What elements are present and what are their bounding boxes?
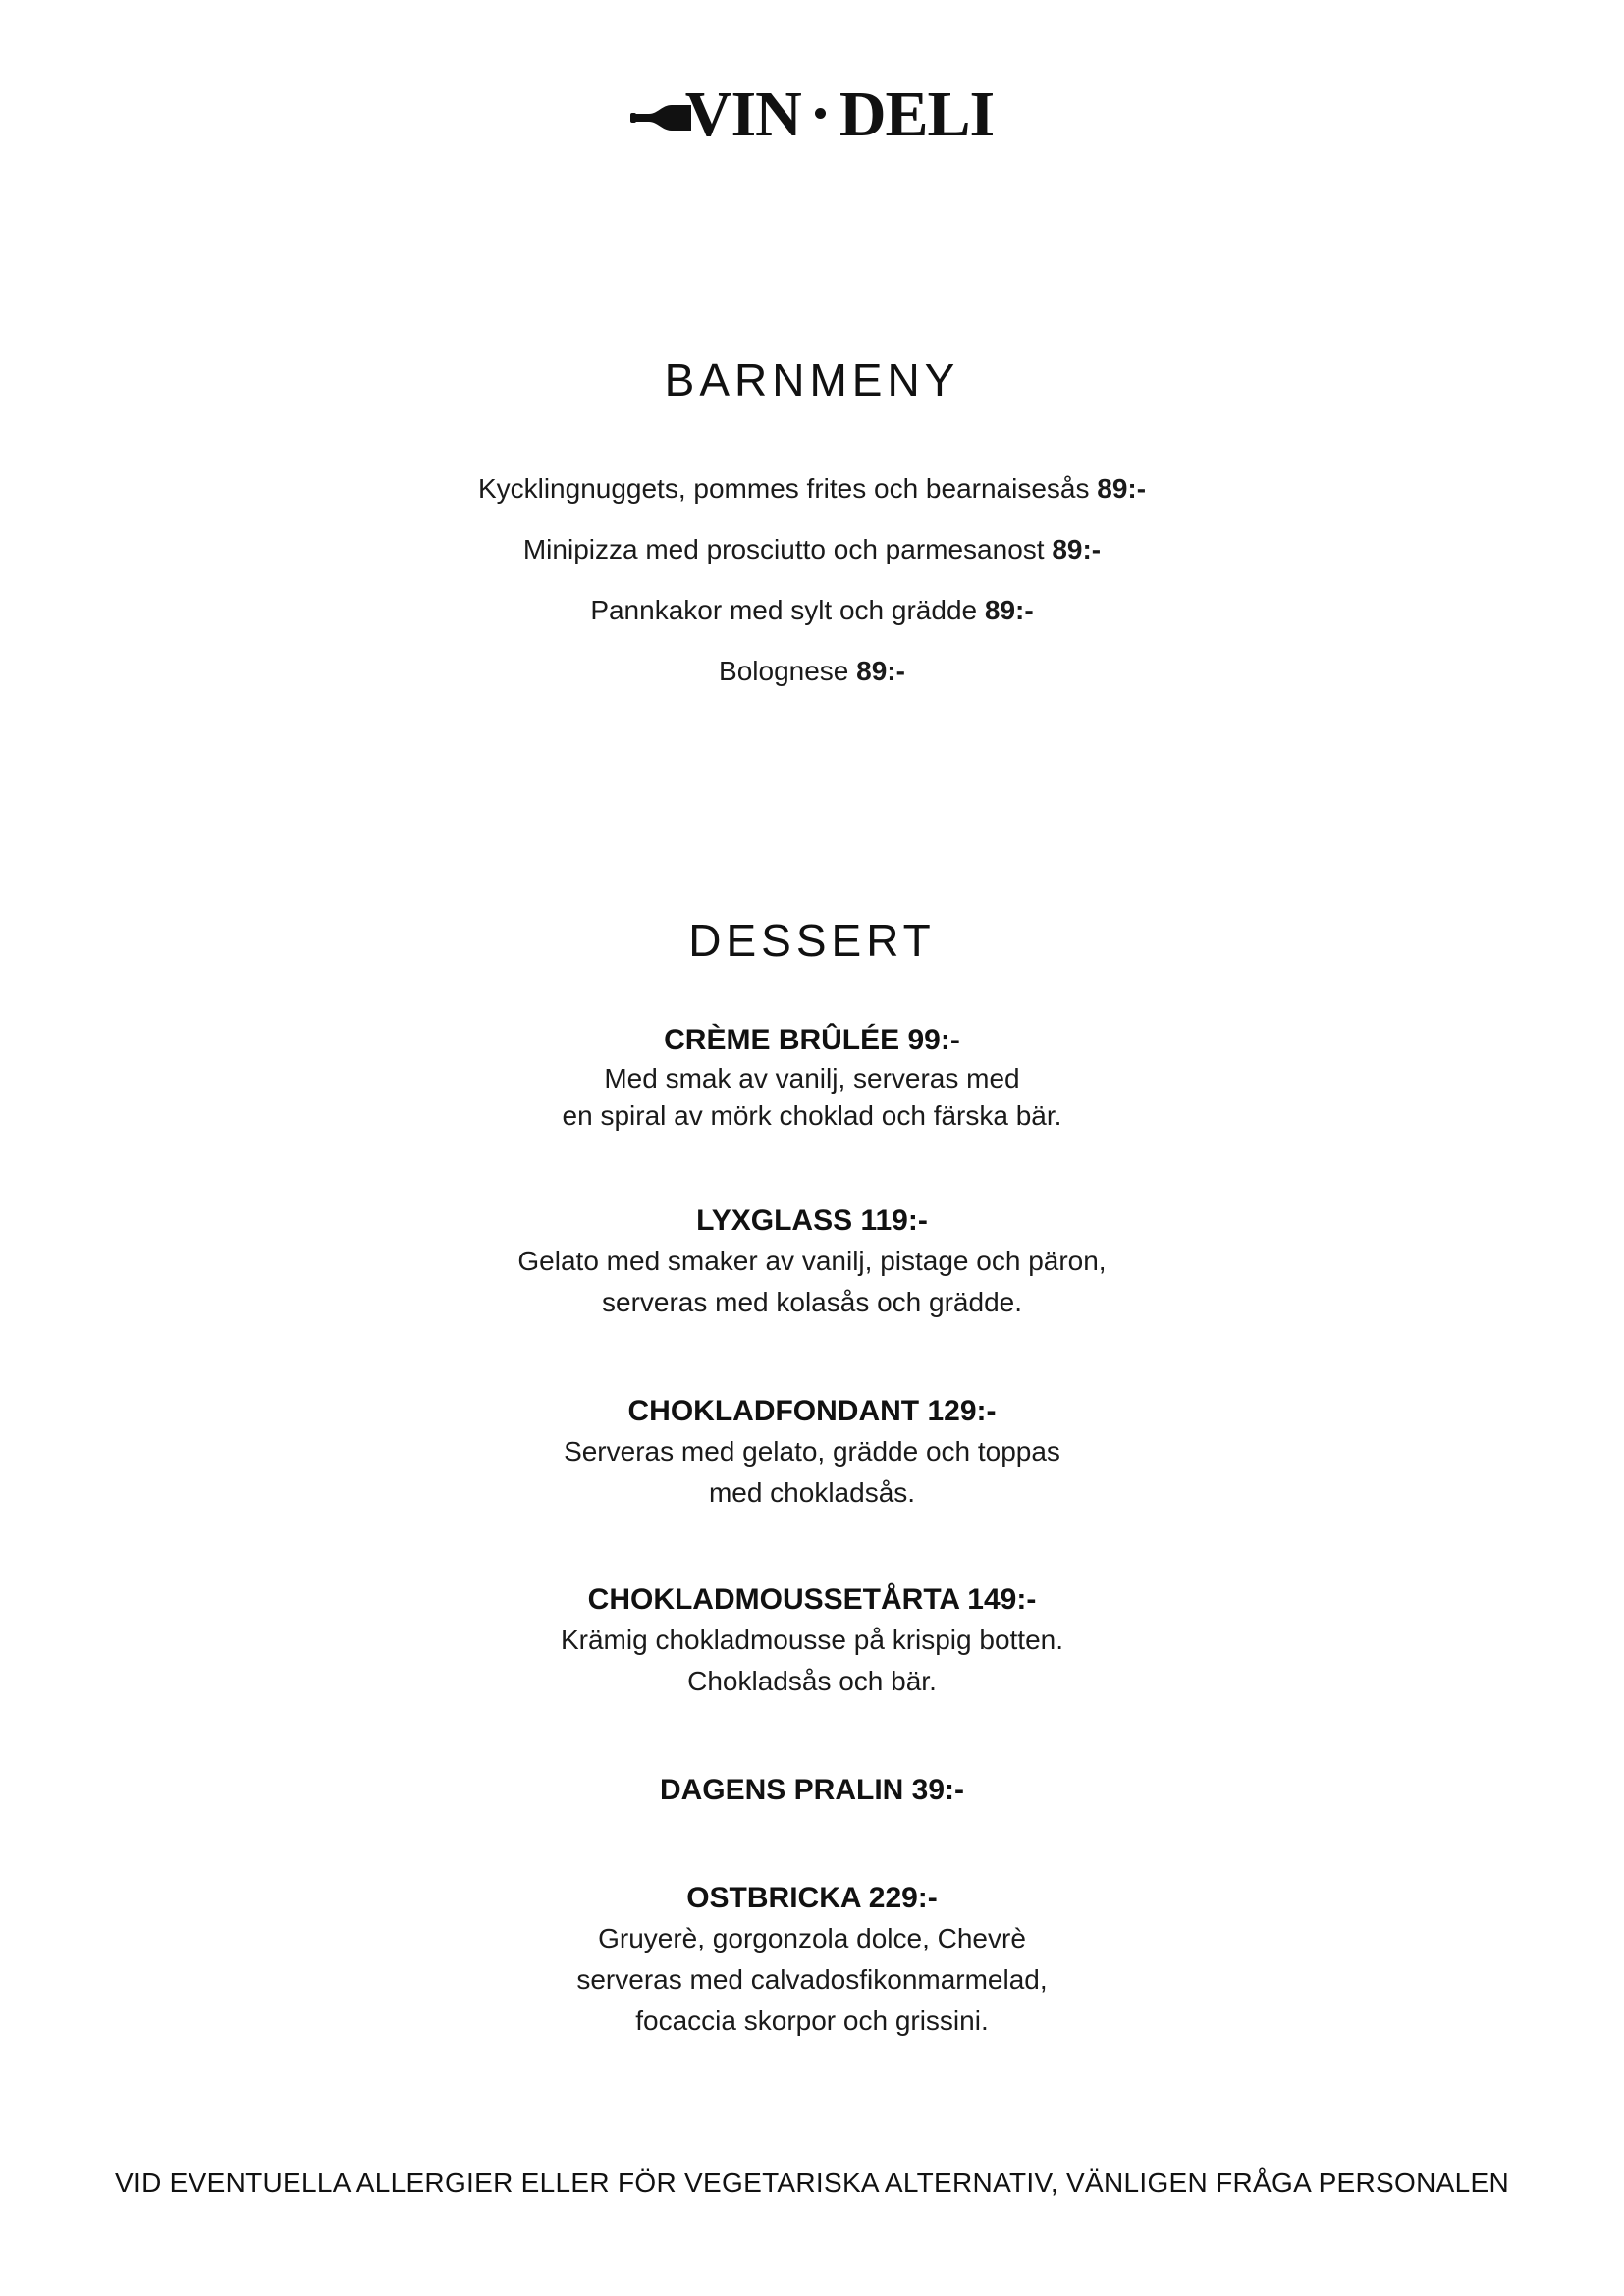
dessert-item-chokladmoussetarta: [0, 1580, 1624, 1702]
kids-item-text: Kycklingnuggets, pommes frites och bearnaisesås: [477, 473, 1090, 504]
kids-item-price: 89:-: [1052, 534, 1102, 564]
brand-logo: [0, 71, 1624, 159]
dessert-item-lyxglass: [0, 1201, 1624, 1323]
dessert-name: CRÈME BRÛLÉE 99:-: [664, 1024, 960, 1056]
dessert-name: OSTBRICKA 229:-: [686, 1882, 938, 1914]
allergy-note: VID EVENTUELLA ALLERGIER ELLER FÖR VEGETARISKA ALTERNATIV, VÄNLIGEN FRÅGA PERSONALEN: [115, 2167, 1509, 2198]
dessert-description-line: Serveras med gelato, grädde och toppas: [564, 1436, 1060, 1467]
kids-item-price: 89:-: [1097, 473, 1147, 504]
kids-item-price: 89:-: [856, 656, 905, 686]
dessert-name: CHOKLADMOUSSETÅRTA 149:-: [587, 1583, 1037, 1616]
wine-bottle-icon: [630, 101, 691, 134]
kids-item-text: Bolognese: [719, 656, 849, 686]
dessert-description-line: Krämig chokladmousse på krispig botten.: [560, 1625, 1064, 1655]
kids-menu-item: [0, 534, 1624, 565]
dessert-item-chokladfondant: [0, 1392, 1624, 1514]
dessert-description-line: Chokladsås och bär.: [687, 1666, 937, 1696]
kids-item-text: Minipizza med prosciutto och parmesanost: [522, 534, 1045, 564]
brand-name-right: DELI: [839, 79, 995, 150]
dessert-description-line: Gruyerè, gorgonzola dolce, Chevrè: [598, 1923, 1026, 1953]
kids-menu-title: BARNMENY: [664, 354, 960, 405]
kids-menu-item: [0, 473, 1624, 505]
brand-name-left: VIN: [684, 79, 801, 150]
dessert-description-line: en spiral av mörk choklad och färska bär.: [562, 1100, 1062, 1131]
dessert-description-line: Gelato med smaker av vanilj, pistage och päron,: [517, 1246, 1107, 1276]
kids-menu-item: [0, 656, 1624, 687]
dessert-item-creme-brulee: [0, 1021, 1624, 1135]
dessert-item-ostbricka: [0, 1879, 1624, 2042]
kids-menu-item: [0, 595, 1624, 626]
kids-item-text: Pannkakor med sylt och grädde: [590, 595, 978, 625]
dessert-title: DESSERT: [688, 915, 936, 966]
dessert-name: LYXGLASS 119:-: [696, 1204, 928, 1237]
dessert-name: DAGENS PRALIN 39:-: [659, 1774, 965, 1806]
dessert-name: CHOKLADFONDANT 129:-: [627, 1395, 997, 1427]
dessert-description-line: med chokladsås.: [708, 1477, 916, 1508]
dessert-description-line: Med smak av vanilj, serveras med: [604, 1063, 1020, 1094]
dessert-item-dagens-pralin: [0, 1771, 1624, 1810]
dessert-description-line: serveras med kolasås och grädde.: [602, 1287, 1022, 1317]
brand-dot: [815, 108, 826, 119]
kids-item-price: 89:-: [984, 595, 1034, 625]
dessert-description-line: focaccia skorpor och grissini.: [635, 2005, 989, 2036]
dessert-description-line: serveras med calvadosfikonmarmelad,: [576, 1964, 1048, 1995]
